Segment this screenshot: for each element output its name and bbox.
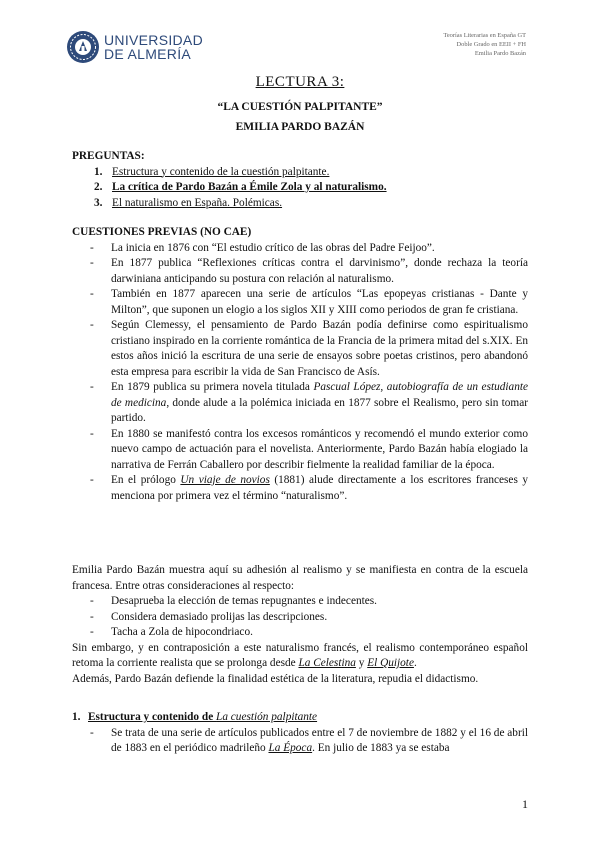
list-item-text: Se trata de una serie de artículos publicados entre el 7 de noviembre de 1882 y el 16 de abril de 1883 en el periódico madrileño La Época. En julio de 1883 ya se estaba [111, 726, 528, 754]
list-item: - La inicia en 1876 con “El estudio crítico de las obras del Padre Feijoo”. [72, 241, 528, 257]
list-item: - En 1877 publica “Reflexiones críticas contra el darvinismo”, donde rechaza la teoría darwiniana anticipando su postura con relación al naturalismo. [72, 256, 528, 287]
paragraph: Sin embargo, y en contraposición a este naturalismo francés, el realismo contemporáneo español retoma la corriente realista que se prolonga desde La Celestina y El Quijote. [72, 641, 528, 669]
list-item: - Considera demasiado prolijas las descripciones. [72, 610, 528, 626]
logo-wordmark [104, 33, 203, 61]
cuestiones-previas-section [72, 225, 528, 504]
section-1 [72, 710, 528, 757]
work-reference: La Celestina [298, 657, 356, 669]
course-line-1: Teorías Literarias en España GT [443, 32, 526, 39]
pregunta-item [72, 165, 528, 181]
pregunta-number: 3. [94, 196, 103, 209]
pregunta-number: 2. [94, 181, 103, 193]
list-item-text: Tacha a Zola de hipocondriaco. [111, 626, 253, 638]
body-text [72, 563, 528, 687]
preguntas-list [72, 165, 528, 212]
course-line-2: Doble Grado en EEII + FH [456, 41, 526, 48]
list-item-text: Desaprueba la elección de temas repugnantes e indecentes. [111, 595, 377, 607]
list-item: - En 1879 publica su primera novela titulada Pascual López, autobiografía de un estudiante de medicina, donde alude a la polémica iniciada en 1877 sobre el Realismo, pero sin tomar partido. [72, 380, 528, 427]
logo-line-2: DE ALMERÍA [104, 46, 192, 62]
course-line-3: Emilia Pardo Bazán [474, 50, 526, 57]
novel-title: Pascual López, autobiografía de un estudiante de medicina [111, 381, 528, 409]
page-number: 1 [522, 797, 528, 811]
list-item-text: En 1880 se manifestó contra los excesos románticos y recomendó el mundo exterior como nuevo campo de actuación para el novelista. Anteriormente, Pardo Bazán había elogiado la narrativa de Ferrán Caballero por describir fielmente la realidad familiar de la época. [111, 427, 528, 471]
work-title: “LA CUESTIÓN PALPITANTE” [217, 101, 383, 113]
pregunta-number: 1. [94, 165, 103, 178]
list-item-text: En 1879 publica su primera novela titulada Pascual López, autobiografía de un estudiante de medicina, donde alude a la polémica iniciada en 1877 sobre el Realismo, pero sin tomar partido. [111, 381, 528, 424]
list-item-text: En 1877 publica “Reflexiones críticas contra el darvinismo”, donde rechaza la teoría darwiniana anticipando su postura con relación al naturalismo. [111, 257, 528, 285]
list-item-text: Según Clemessy, el pensamiento de Pardo Bazán podía definirse como espiritualismo cristiano inspirado en la corriente romántica de la Francia de la primera mitad del s.XIX. En estos años inició la escritura de una serie de ensayos sobre poetas cristinos, pero abandonó esta empresa para escribir la vida de San Francisco de Asís. [111, 319, 528, 378]
university-logo [66, 30, 203, 64]
list-item-text: También en 1877 aparecen una serie de artículos “Las epopeyas cristianas - Dante y Milton”, que suponen un elogio a los siglos XII y XIII como periodos de gran fe cristiana. [111, 288, 528, 316]
list-item: - En 1880 se manifestó contra los excesos románticos y recomendó el mundo exterior como nuevo campo de actuación para el novelista. Anteriormente, Pardo Bazán había elogiado la narrativa de Ferrán Caballero por describir fielmente la realidad familiar de la época. [72, 427, 528, 474]
author-name: EMILIA PARDO BAZÁN [235, 121, 365, 133]
section-1-list [72, 726, 528, 757]
cuestiones-previas-list [72, 241, 528, 505]
newspaper-title: La Época [268, 742, 313, 754]
pregunta-item [72, 196, 528, 212]
section-1-heading [72, 710, 528, 726]
pregunta-item [72, 180, 528, 196]
logo-line-1: UNIVERSIDAD [104, 32, 203, 48]
work-reference: La cuestión palpitante [216, 711, 318, 723]
list-item: - Se trata de una serie de artículos publicados entre el 7 de noviembre de 1882 y el 16 de abril de 1883 en el periódico madrileño La Época. En julio de 1883 ya se estaba [72, 726, 528, 757]
course-info [443, 31, 526, 58]
paragraph: Además, Pardo Bazán defiende la finalidad estética de la literatura, repudia el didactismo. [72, 672, 479, 685]
work-reference: El Quijote [367, 657, 414, 669]
section-number: 1. [72, 711, 81, 723]
list-item: - Desaprueba la elección de temas repugnantes e indecentes. [72, 594, 528, 610]
list-item: - Tacha a Zola de hipocondriaco. [72, 625, 528, 641]
lectura-title: LECTURA 3: [255, 74, 345, 90]
pregunta-text: El naturalismo en España. Polémicas. [112, 196, 283, 209]
preguntas-section [72, 149, 528, 211]
pregunta-text: La crítica de Pardo Bazán a Émile Zola y al naturalismo. [112, 181, 387, 193]
paragraph: Emilia Pardo Bazán muestra aquí su adhesión al realismo y se manifiesta en contra de la escuela francesa. Entre otras consideraciones al respecto: [72, 564, 528, 592]
prologue-title: Un viaje de novios [180, 474, 270, 486]
list-item-text: En el prólogo Un viaje de novios (1881) alude directamente a los escritores franceses y menciona por primera vez el término “naturalismo”. [111, 474, 528, 502]
preguntas-heading: PREGUNTAS: [72, 150, 145, 162]
list-item-text: Considera demasiado prolijas las descripciones. [111, 610, 328, 623]
list-item: - En el prólogo Un viaje de novios (1881) alude directamente a los escritores franceses y menciona por primera vez el término “naturalismo”. [72, 473, 528, 504]
pregunta-text: Estructura y contenido de la cuestión palpitante. [112, 165, 330, 178]
university-seal-icon [66, 30, 100, 64]
list-item-text: La inicia en 1876 con “El estudio crítico de las obras del Padre Feijoo”. [111, 241, 435, 254]
list-item: - Según Clemessy, el pensamiento de Pardo Bazán podía definirse como espiritualismo cristiano inspirado en la corriente romántica de la Francia de la primera mitad del s.XIX. En estos años inició la escritura de una serie de ensayos sobre poetas cristinos, pero abandonó esta empresa para escribir la vida de San Francisco de Asís. [72, 318, 528, 380]
list-item: - También en 1877 aparecen una serie de artículos “Las epopeyas cristianas - Dante y Milton”, que suponen un elogio a los siglos XII y XIII como periodos de gran fe cristiana. [72, 287, 528, 318]
section-heading-text: Estructura y contenido de La cuestión palpitante [88, 711, 318, 723]
cuestiones-previas-heading: CUESTIONES PREVIAS (NO CAE) [72, 226, 252, 238]
consideraciones-list [72, 594, 528, 641]
